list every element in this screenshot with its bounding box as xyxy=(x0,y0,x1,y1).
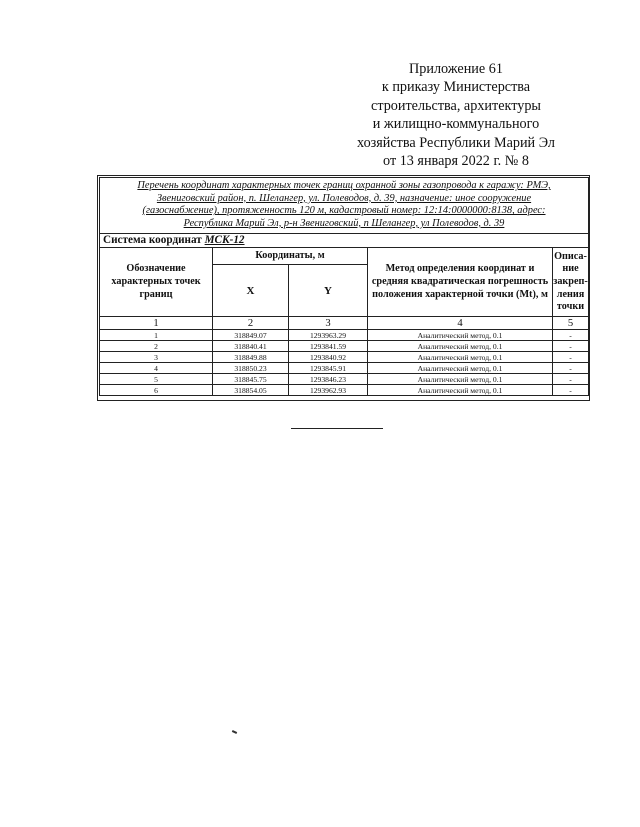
header-description-line: ления xyxy=(556,288,585,300)
header-point: Обозначение характерных точек границ xyxy=(100,248,213,317)
caption-line: (газоснабжение), протяженность 120 м, кадастровый номер: 12:14:0000000:8138, адрес: xyxy=(142,205,546,217)
table-row xyxy=(100,385,589,396)
cell-point: 2 xyxy=(100,341,213,352)
column-number: 2 xyxy=(213,317,289,330)
cell-method: Аналитический метод, 0.1 xyxy=(368,330,553,341)
cell-x: 318850.23 xyxy=(213,363,289,374)
header-coords: Координаты, м xyxy=(213,248,368,265)
appendix-header xyxy=(330,60,582,170)
coordinate-system xyxy=(100,234,589,248)
cell-y: 1293841.59 xyxy=(289,341,368,352)
table-row xyxy=(100,330,589,341)
header-description-line: точки xyxy=(556,301,585,313)
cell-description: - xyxy=(553,363,589,374)
header-description-line: Описа- xyxy=(554,250,587,262)
cell-description: - xyxy=(553,330,589,341)
column-number: 4 xyxy=(368,317,553,330)
coordinate-system-label: Система координат xyxy=(103,234,202,247)
appendix-line: к приказу Министерства xyxy=(381,79,531,96)
table-row xyxy=(100,341,589,352)
caption-line: Звениговский район, п. Шелангер, ул. Полеводов, д. 39, назначение: иное сооружение xyxy=(156,192,532,204)
cell-x: 318840.41 xyxy=(213,341,289,352)
cell-description: - xyxy=(553,374,589,385)
table-row xyxy=(100,352,589,363)
cell-x: 318854.05 xyxy=(213,385,289,396)
header-description xyxy=(553,248,589,317)
cell-method: Аналитический метод, 0.1 xyxy=(368,341,553,352)
cell-method: Аналитический метод, 0.1 xyxy=(368,352,553,363)
scan-speck xyxy=(232,730,237,734)
cell-method: Аналитический метод, 0.1 xyxy=(368,385,553,396)
cell-description: - xyxy=(553,341,589,352)
cell-point: 4 xyxy=(100,363,213,374)
caption-line: Перечень координат характерных точек границ охранной зоны газопровода к гаражу: РМЭ, xyxy=(137,180,551,191)
cell-method: Аналитический метод, 0.1 xyxy=(368,363,553,374)
appendix-line: и жилищно-коммунального xyxy=(372,116,540,133)
cell-x: 318849.07 xyxy=(213,330,289,341)
cell-y: 1293962.93 xyxy=(289,385,368,396)
header-method: Метод определения координат и средняя квадратическая погрешность положения характерной точки (Mt), м xyxy=(368,248,553,317)
cell-description: - xyxy=(553,385,589,396)
table-row xyxy=(100,363,589,374)
header-x: X xyxy=(213,265,289,317)
cell-description: - xyxy=(553,352,589,363)
cell-y: 1293846.23 xyxy=(289,374,368,385)
table-caption xyxy=(100,178,589,234)
cell-point: 6 xyxy=(100,385,213,396)
appendix-line: от 13 января 2022 г. № 8 xyxy=(383,153,529,170)
header-y: Y xyxy=(289,265,368,317)
cell-x: 318845.75 xyxy=(213,374,289,385)
table-row xyxy=(100,374,589,385)
caption-line: Республика Марий Эл, р-н Звениговский, п Шелангер, ул Полеводов, д. 39 xyxy=(183,217,505,229)
cell-point: 3 xyxy=(100,352,213,363)
column-number: 5 xyxy=(553,317,589,330)
column-number: 3 xyxy=(289,317,368,330)
column-number: 1 xyxy=(100,317,213,330)
cell-y: 1293963.29 xyxy=(289,330,368,341)
coordinates-table xyxy=(99,177,589,396)
cell-point: 5 xyxy=(100,374,213,385)
coordinate-system-name: МСК-12 xyxy=(204,234,245,247)
appendix-line: хозяйства Республики Марий Эл xyxy=(357,134,555,151)
header-description-line: ние xyxy=(562,263,579,275)
cell-y: 1293845.91 xyxy=(289,363,368,374)
cell-y: 1293840.92 xyxy=(289,352,368,363)
cell-point: 1 xyxy=(100,330,213,341)
header-description-line: закреп- xyxy=(553,276,588,288)
appendix-line: строительства, архитектуры xyxy=(371,97,541,114)
cell-method: Аналитический метод, 0.1 xyxy=(368,374,553,385)
cell-x: 318849.88 xyxy=(213,352,289,363)
appendix-line: Приложение 61 xyxy=(409,61,503,77)
signature-line xyxy=(291,428,383,429)
